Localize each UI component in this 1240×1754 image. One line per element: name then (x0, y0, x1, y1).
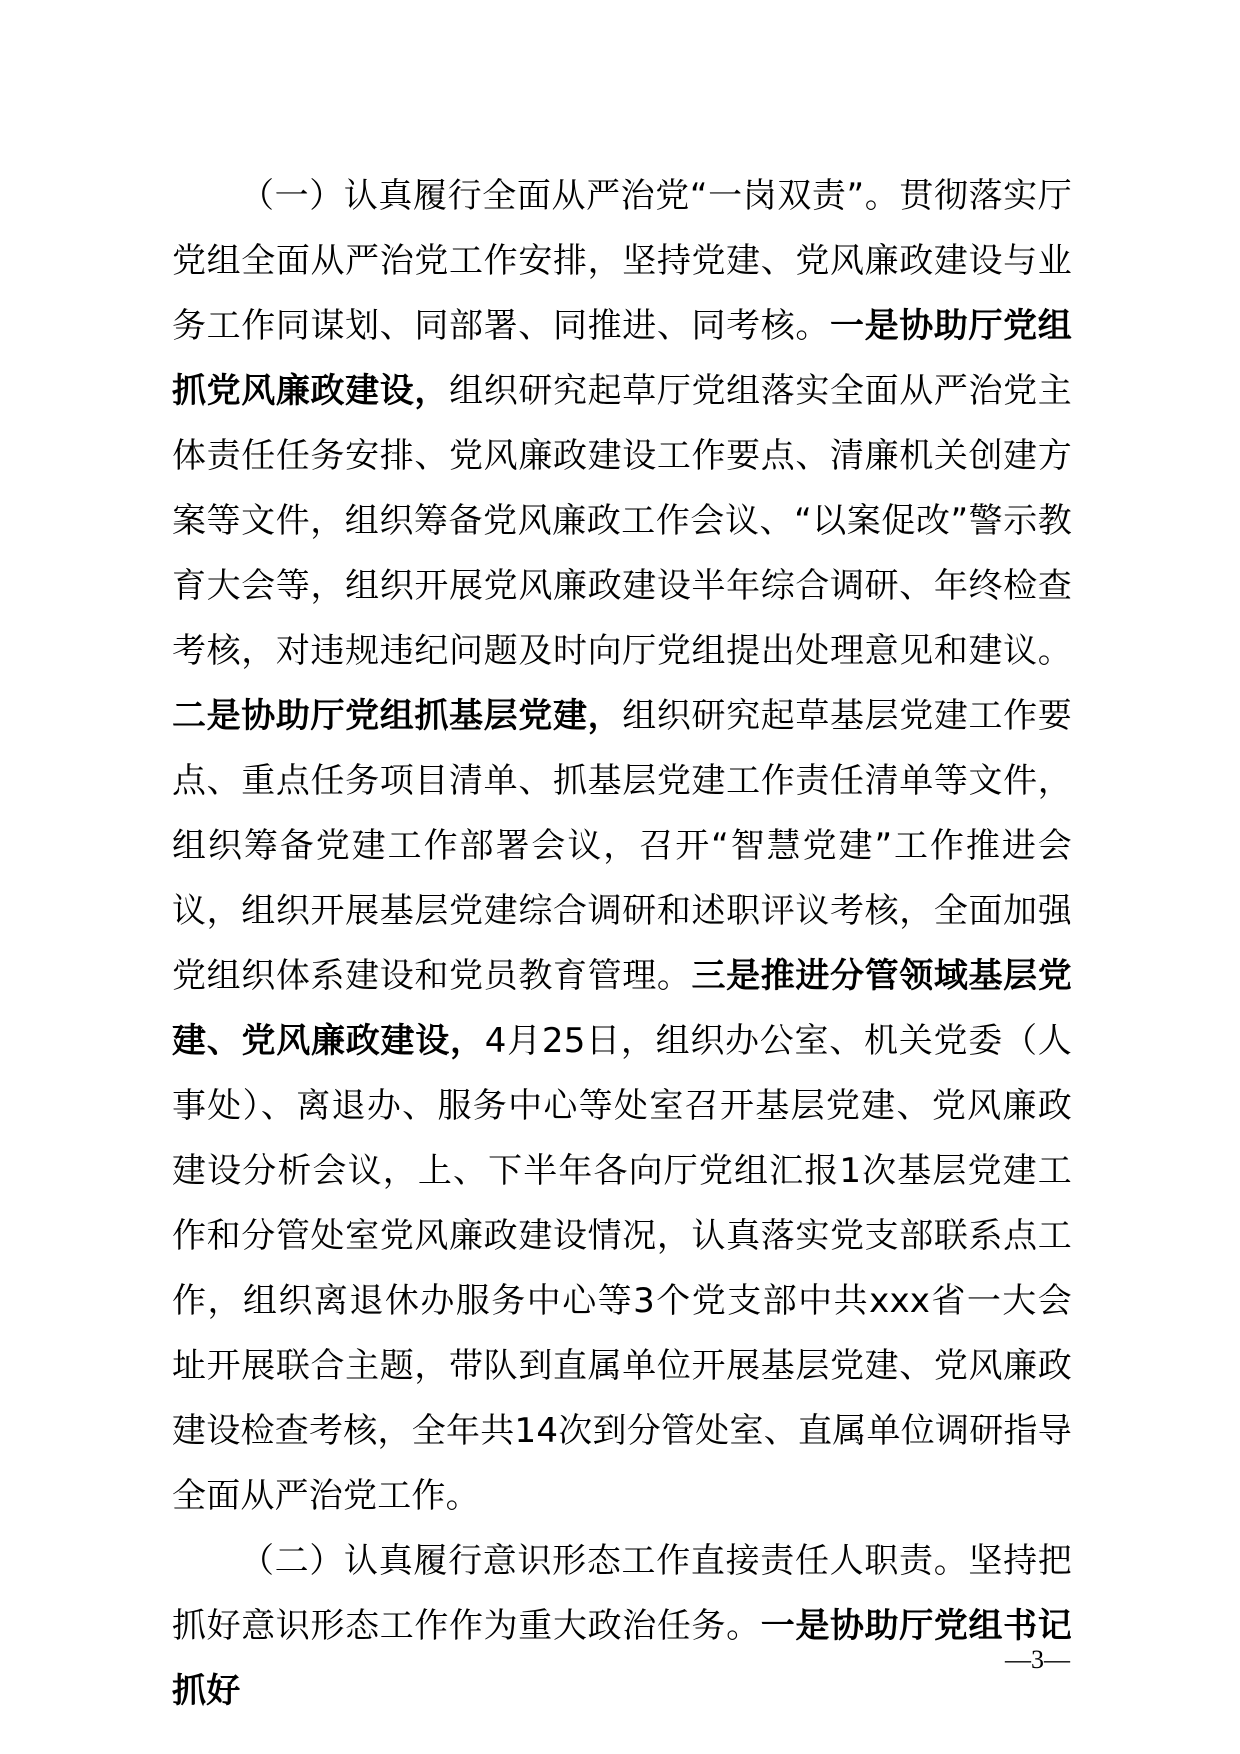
paragraph-1-bold-heading-2: 二是协助厅党组抓基层党建， (172, 696, 623, 736)
paragraph-1 (172, 164, 1072, 1529)
page-number: —3— (1005, 1645, 1070, 1674)
paragraph-1-segment-7: 4月25日，组织办公室、机关党委（人事处）、离退办、服务中心等处室召开基层党建、党风廉政建设分析会议，上、下半年各向厅党组汇报1次基层党建工作和分管处室党风廉政建设情况，认真落实党支部联系点工作，组织离退休办服务中心等3个党支部中共xxx省一大会址开展联合主题，带队到直属单位开展基层党建、党风廉政建设检查考核，全年共14次到分管处室、直属单位调研指导全面从严治党工作。 (172, 1021, 1072, 1516)
paragraph-1-bold-heading-1: 一是协助厅党组抓党风廉政建设， (172, 306, 1072, 411)
paragraph-1-segment-3: 组织研究起草厅党组落实全面从严治党主体责任任务安排、党风廉政建设工作要点、清廉机关创建方案等文件，组织筹备党风廉政工作会议、“以案促改”警示教育大会等，组织开展党风廉政建设半年综合调研、年终检查考核，对违规违纪问题及时向厅党组提出处理意见和建议。 (172, 371, 1072, 671)
paragraph-2-segment-1: （二）认真履行意识形态工作直接责任人职责。坚持把抓好意识形态工作作为重大政治任务。 (172, 1541, 1072, 1646)
paragraph-2-bold-heading-1: 一是协助厅党组书记抓好 (172, 1606, 1072, 1711)
paragraph-2 (172, 1529, 1072, 1724)
paragraph-1-bold-heading-3: 三是推进分管领域基层党建、党风廉政建设， (172, 956, 1073, 1061)
paragraph-1-segment-1: （一）认真履行全面从严治党“一岗双责”。贯彻落实厅党组全面从严治党工作安排，坚持党建、党风廉政建设与业务工作同谋划、同部署、同推进、同考核。 (172, 176, 1072, 346)
body-text (172, 164, 1072, 1724)
paragraph-1-segment-5: 组织研究起草基层党建工作要点、重点任务项目清单、抓基层党建工作责任清单等文件，组织筹备党建工作部署会议，召开“智慧党建”工作推进会议，组织开展基层党建综合调研和述职评议考核，全面加强党组织体系建设和党员教育管理。 (172, 696, 1072, 996)
